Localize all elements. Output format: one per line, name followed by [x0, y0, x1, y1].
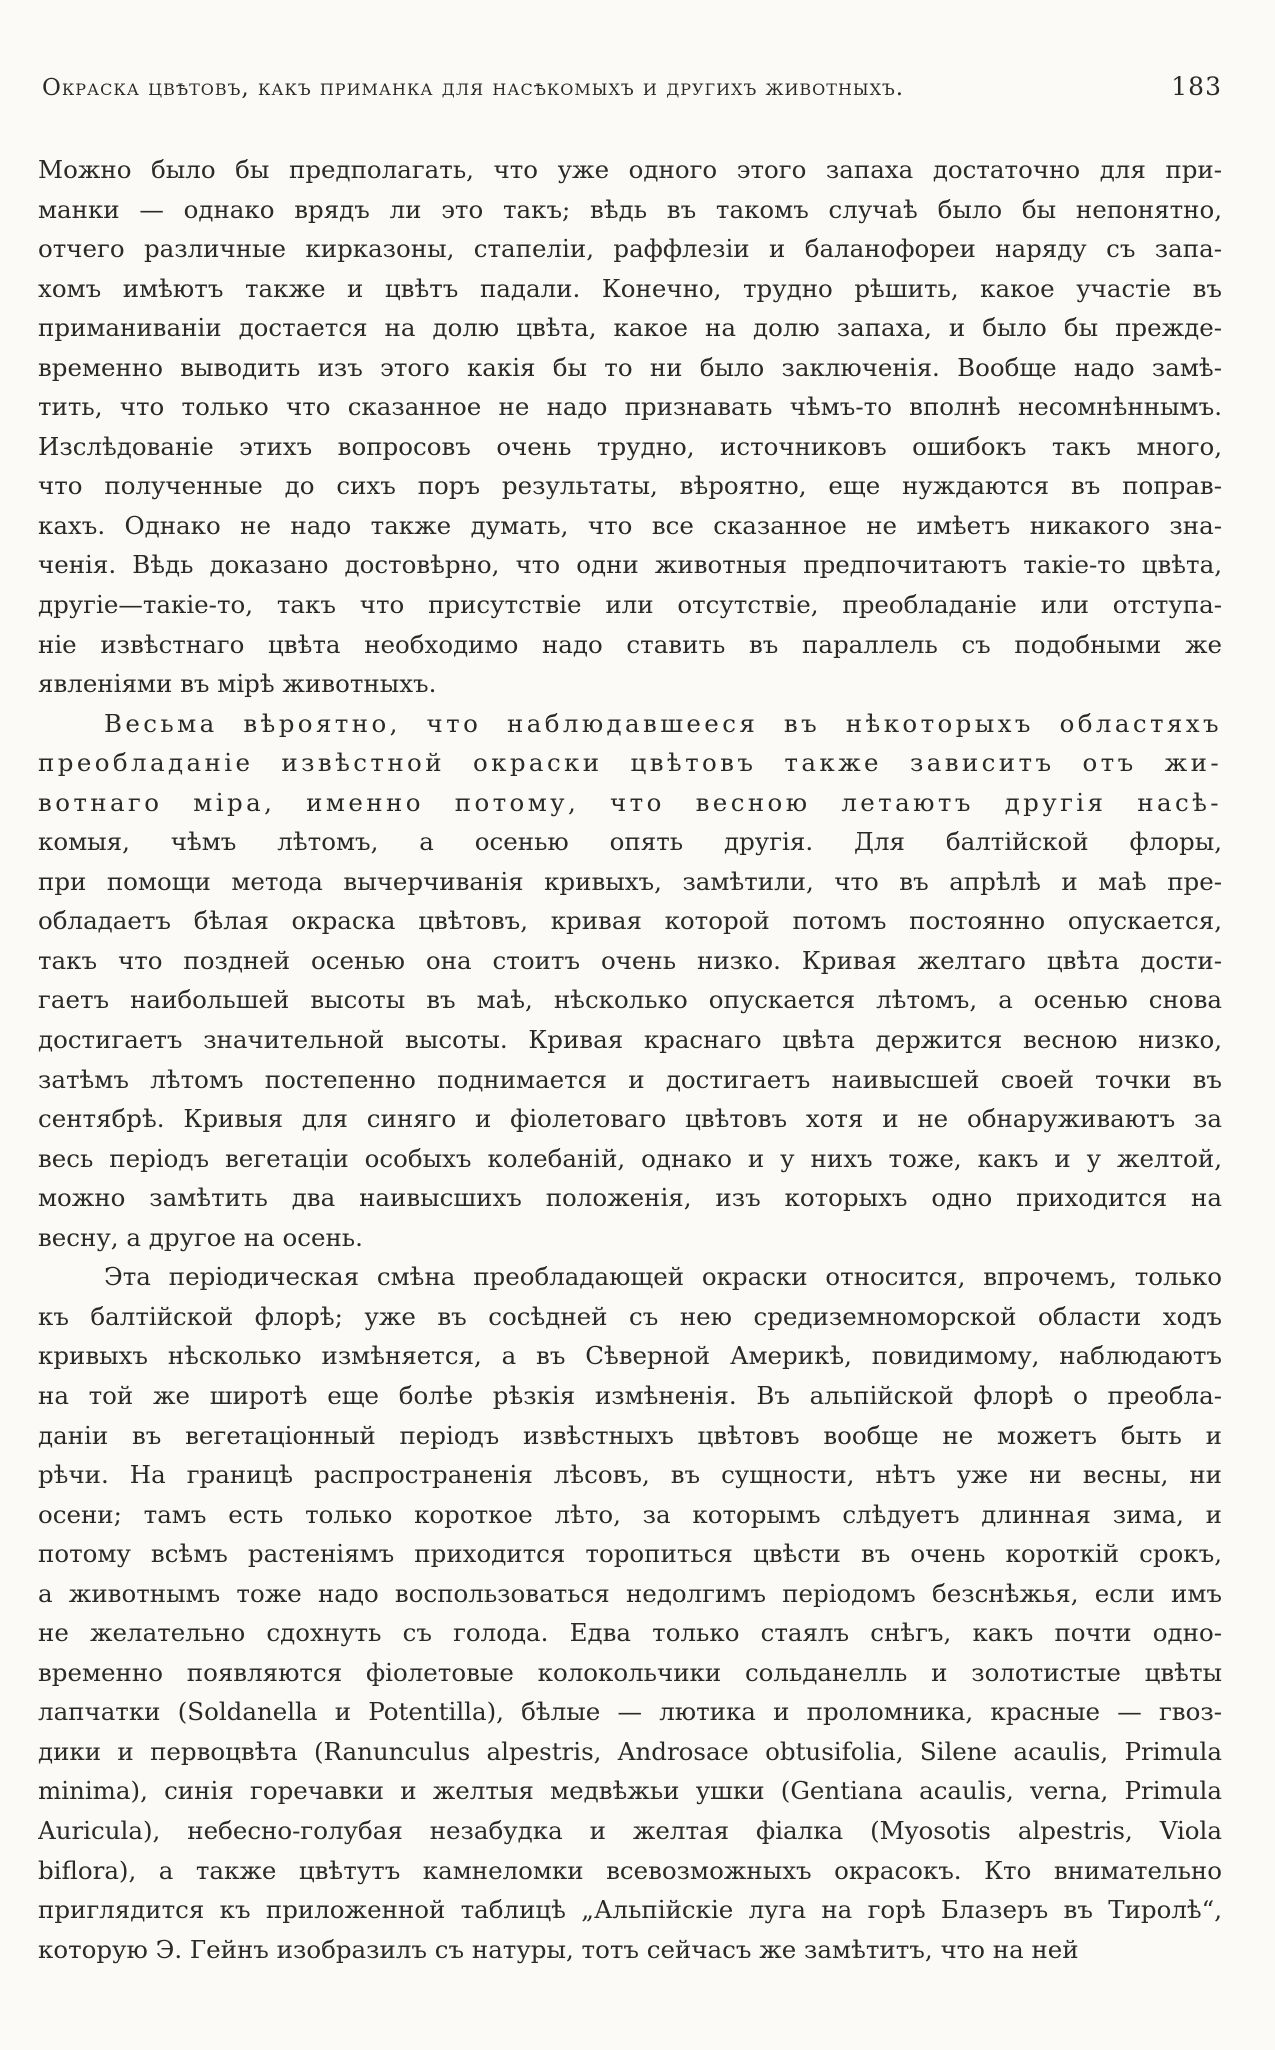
- text-line: даніи въ вегетаціонный періодъ извѣстныхъ цвѣтовъ вообще не можетъ быть и: [38, 1420, 1222, 1450]
- page-number: 183: [1171, 72, 1222, 101]
- text-line: временно выводить изъ этого какія бы то ни было заключенія. Вообще надо замѣ-: [38, 352, 1222, 382]
- text-line: хомъ имѣютъ также и цвѣтъ падали. Конечно, трудно рѣшить, какое участіе въ: [38, 273, 1222, 303]
- text-line: дики и первоцвѣта (Ranunculus alpestris, Androsace obtusifolia, Silene acaulis, Primula: [38, 1736, 1222, 1766]
- text-line: преобладаніе извѣстной окраски цвѣтовъ также зависитъ отъ жи-: [38, 748, 1222, 778]
- text-line: Эта періодическая смѣна преобладающей окраски относится, впрочемъ, только: [104, 1262, 1222, 1292]
- text-line: весь періодъ вегетаціи особыхъ колебаній, однако и у нихъ тоже, какъ и у желтой,: [38, 1143, 1222, 1173]
- text-line: вотнаго міра, именно потому, что весною летаютъ другія насѣ-: [38, 787, 1222, 817]
- text-line: къ балтійской флорѣ; уже въ сосѣдней съ нею средиземноморской области ходъ: [38, 1301, 1222, 1331]
- text-line: потому всѣмъ растеніямъ приходится торопиться цвѣсти въ очень короткій срокъ,: [38, 1539, 1222, 1569]
- text-line: приглядится къ приложенной таблицѣ „Альпійскіе луга на горѣ Блазеръ въ Тиролѣ“,: [38, 1895, 1222, 1925]
- text-line: другіе—такіе-то, такъ что присутствіе или отсутствіе, преобладаніе или отступа-: [38, 590, 1222, 620]
- text-line: затѣмъ лѣтомъ постепенно поднимается и достигаетъ наивысшей своей точки въ: [38, 1064, 1222, 1094]
- text-line: что полученные до сихъ поръ результаты, вѣроятно, еще нуждаются въ поправ-: [38, 471, 1222, 501]
- text-line: Изслѣдованіе этихъ вопросовъ очень трудно, источниковъ ошибокъ такъ много,: [38, 431, 1222, 461]
- text-line: minima), синія горечавки и желтыя медвѣжьи ушки (Gentiana acaulis, verna, Primula: [38, 1776, 1222, 1806]
- text-line: можно замѣтить два наивысшихъ положенія, изъ которыхъ одно приходится на: [38, 1183, 1222, 1213]
- text-line: при помощи метода вычерчиванія кривыхъ, замѣтили, что въ апрѣлѣ и маѣ пре-: [38, 866, 1222, 896]
- running-header-title: Окраска цвѣтовъ, какъ приманка для насѣкомыхъ и другихъ животныхъ.: [42, 75, 905, 101]
- text-line: рѣчи. На границѣ распространенія лѣсовъ, въ сущности, нѣтъ уже ни весны, ни: [38, 1460, 1222, 1490]
- text-line: на той же широтѣ еще болѣе рѣзкія измѣненія. Въ альпійской флорѣ о преобла-: [38, 1380, 1222, 1410]
- running-header: [42, 72, 1222, 112]
- text-line: манки — однако врядъ ли это такъ; вѣдь въ такомъ случаѣ было бы непонятно,: [38, 194, 1222, 224]
- text-line: гаетъ наибольшей высоты въ маѣ, нѣсколько опускается лѣтомъ, а осенью снова: [38, 985, 1222, 1015]
- text-line: Auricula), небесно-голубая незабудка и желтая фіалка (Myosotis alpestris, Viola: [38, 1815, 1222, 1845]
- body-text: [38, 150, 1222, 1969]
- text-line: сентябрѣ. Кривыя для синяго и фіолетоваго цвѣтовъ хотя и не обнаруживаютъ за: [38, 1104, 1222, 1134]
- text-line: а животнымъ тоже надо воспользоваться недолгимъ періодомъ безснѣжья, если имъ: [38, 1578, 1222, 1608]
- text-line: осени; тамъ есть только короткое лѣто, за которымъ слѣдуетъ длинная зима, и: [38, 1499, 1222, 1529]
- text-line: обладаетъ бѣлая окраска цвѣтовъ, кривая которой потомъ постоянно опускается,: [38, 906, 1222, 936]
- text-line: кривыхъ нѣсколько измѣняется, а въ Сѣверной Америкѣ, повидимому, наблюдаютъ: [38, 1341, 1222, 1371]
- text-line: Весьма вѣроятно, что наблюдавшееся въ нѣкоторыхъ областяхъ: [104, 708, 1222, 738]
- text-line: не желательно сдохнуть съ голода. Едва только стаялъ снѣгъ, какъ почти одно-: [38, 1618, 1222, 1648]
- text-line: такъ что поздней осенью она стоитъ очень низко. Кривая желтаго цвѣта дости-: [38, 945, 1222, 975]
- text-line: лапчатки (Soldanella и Potentilla), бѣлые — лютика и проломника, красные — гвоз-: [38, 1697, 1222, 1727]
- text-line: весну, а другое на осень.: [38, 1222, 363, 1252]
- text-line: явленіями въ мірѣ животныхъ.: [38, 669, 437, 699]
- text-line: комыя, чѣмъ лѣтомъ, а осенью опять другія. Для балтійской флоры,: [38, 827, 1222, 857]
- text-line: Можно было бы предполагать, что уже одного этого запаха достаточно для при-: [38, 155, 1222, 184]
- text-line: кахъ. Однако не надо также думать, что все сказанное не имѣетъ никакого зна-: [38, 510, 1222, 540]
- text-line: тить, что только что сказанное не надо признавать чѣмъ-то вполнѣ несомнѣннымъ.: [38, 392, 1222, 422]
- text-line: достигаетъ значительной высоты. Кривая краснаго цвѣта держится весною низко,: [38, 1025, 1222, 1055]
- text-line: которую Э. Гейнъ изобразилъ съ натуры, тотъ сейчасъ же замѣтитъ, что на ней: [38, 1934, 1079, 1964]
- text-line: ніе извѣстнаго цвѣта необходимо надо ставить въ параллель съ подобными же: [38, 629, 1222, 659]
- text-line: отчего различные кирказоны, стапеліи, раффлезіи и баланофореи наряду съ запа-: [38, 234, 1222, 264]
- text-line: ченія. Вѣдь доказано достовѣрно, что одни животныя предпочитаютъ такіе-то цвѣта,: [38, 550, 1222, 580]
- text-line: приманиваніи достается на долю цвѣта, какое на долю запаха, и было бы прежде-: [38, 313, 1222, 343]
- text-line: временно появляются фіолетовые колокольчики сольданелль и золотистые цвѣты: [38, 1657, 1222, 1687]
- text-line: biflora), а также цвѣтутъ камнеломки всевозможныхъ окрасокъ. Кто внимательно: [38, 1855, 1222, 1885]
